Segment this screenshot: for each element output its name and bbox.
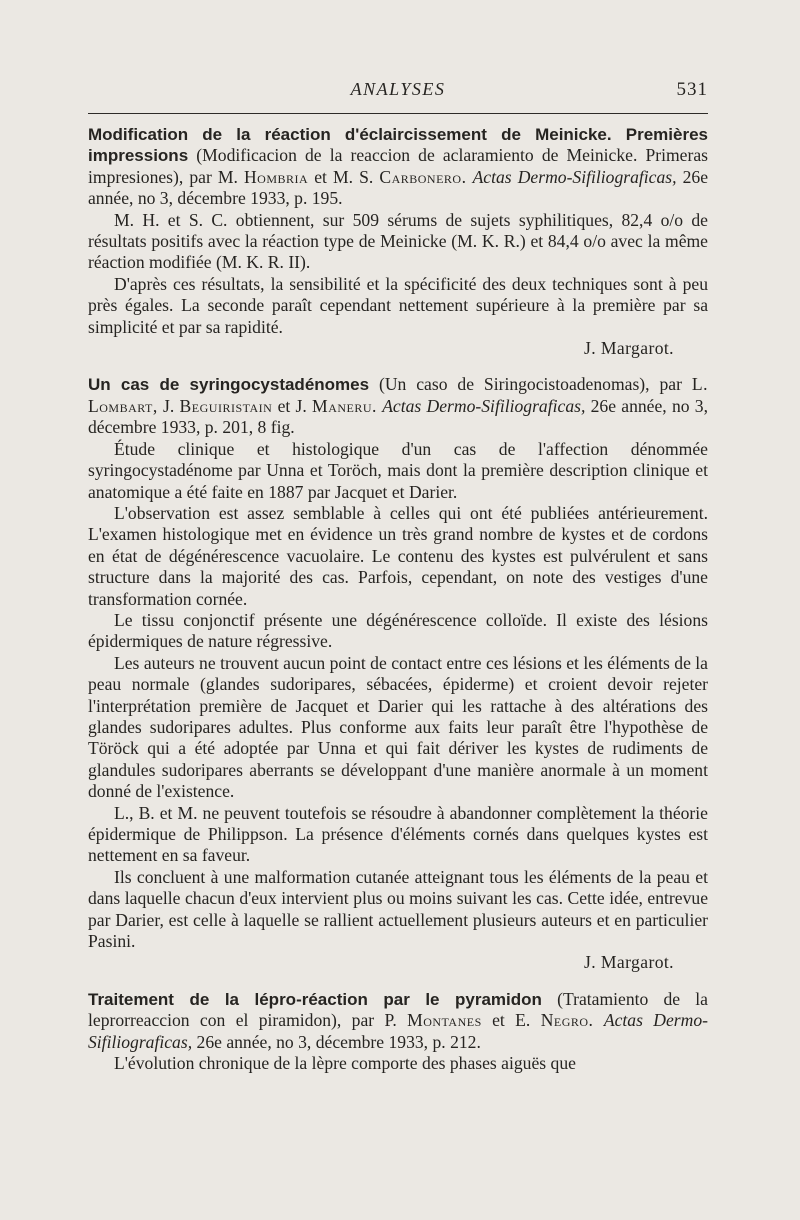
signature: J. Margarot.	[584, 952, 674, 973]
article-title: Modification de la réaction d'éclaircissement de Meinicke. Premières impressions	[88, 125, 708, 166]
author-separator: et E.	[492, 1010, 531, 1031]
paragraph: Étude clinique et histologique d'un cas de l'affection dénommée syringocystadénome par Unna et Toröch, mais dont la première description clinique et anatomique a été faite en 1887 par Jacquet et Darier.	[88, 438, 708, 502]
paragraph: L., B. et M. ne peuvent toutefois se résoudre à abandonner complètement la théorie épidermique de Philippson. La présence d'éléments cornés dans quelques kystes est nettement en sa faveur.	[88, 802, 708, 866]
paragraph: D'après ces résultats, la sensibilité et la spécificité des deux techniques sont à peu près égales. La seconde paraît cependant nettement supérieure à la première par sa simplicité et par sa rapidité.	[88, 273, 708, 337]
article-syringocystadenomes	[88, 374, 708, 973]
journal-name: Actas Dermo-Sifiliograficas,	[88, 1010, 708, 1052]
author-name: Negro.	[540, 1010, 594, 1031]
header-rule	[88, 113, 708, 114]
author-name: Carbonero.	[379, 166, 467, 187]
author-name: Montanes	[407, 1010, 482, 1031]
article-heading	[88, 374, 708, 438]
author-name: Hombria	[243, 166, 309, 187]
page-body	[88, 124, 708, 1089]
article-title: Traitement de la lépro-réaction par le pyramidon	[88, 989, 542, 1009]
article-heading	[88, 989, 708, 1053]
paragraph: Les auteurs ne trouvent aucun point de contact entre ces lésions et les éléments de la peau normale (glandes sudoripares, sébacées, épiderme) et croient devoir rejeter l'interprétation première de Jacquet et Darier qui les rattache à des altérations des glandes sudoripares adultes. Plus conforme aux faits leur paraît être l'hypothèse de Töröck qui a été adoptée par Unna et qui fait dériver les kystes de rudiments de glandules sudoripares aberrants se développant d'une manière anormale à un moment donné de l'existence.	[88, 652, 708, 802]
citation: 26e année, no 3, décembre 1933, p. 201, 8 fig.	[88, 395, 709, 438]
article-title: Un cas de syringocystadénomes	[88, 375, 370, 395]
paragraph: Ils concluent à une malformation cutanée atteignant tous les éléments de la peau et dans laquelle chacun d'eux intervient plus ou moins suivant les cas. Cette idée, entrevue par Darier, est celle à laquelle se rallient actuellement plusieurs auteurs et en particulier Pasini.	[88, 866, 708, 952]
author-separator: et J.	[277, 395, 307, 416]
source-reference: (Tratamiento de la leprorreaccion con el piramidon), par P.	[88, 988, 708, 1031]
running-title: ANALYSES	[350, 79, 446, 99]
paragraph: Le tissu conjonctif présente une dégénérescence colloïde. Il existe des lésions épidermiques de nature régressive.	[88, 609, 708, 652]
author-name: Maneru.	[312, 395, 377, 416]
author-separator: J.	[163, 395, 175, 416]
article-heading	[88, 124, 708, 210]
article-lepro-reaction	[88, 989, 708, 1075]
citation: 26e année, no 3, décembre 1933, p. 212.	[196, 1031, 481, 1052]
signature: J. Margarot.	[584, 338, 674, 359]
journal-name: Actas Dermo-Sifiliograficas,	[382, 395, 586, 416]
paragraph: M. H. et S. C. obtiennent, sur 509 sérums de sujets syphilitiques, 82,4 o/o de résultats positifs avec la réaction type de Meinicke (M. K. R.) et 84,4 o/o avec la même réaction modifiée (M. K. R. II).	[88, 209, 708, 273]
article-meinicke	[88, 124, 708, 359]
paragraph: L'observation est assez semblable à celles qui ont été publiées antérieurement. L'examen histologique met en évidence un très grand nombre de kystes et de cordons en état de dégénérescence vacuolaire. Le contenu des kystes est pulvérulent et sans structure dans la majorité des cas. Parfois, cependant, on note des vestiges d'une transformation cornée.	[88, 502, 708, 609]
source-reference: (Modificacion de la reaccion de aclaramiento de Meinicke. Primeras impresiones), par M.	[88, 145, 708, 187]
page-header	[88, 79, 708, 105]
paragraph: L'évolution chronique de la lèpre comporte des phases aiguës que	[114, 1053, 576, 1074]
author-name: Beguiristain	[179, 395, 273, 416]
citation: 26e année, no 3, décembre 1933, p. 195.	[88, 166, 708, 209]
author-name: L. Lombart,	[88, 374, 708, 416]
author-separator: et M. S.	[314, 166, 374, 187]
page-number: 531	[676, 79, 708, 100]
source-reference: (Un caso de Siringocistoadenomas), par	[378, 374, 682, 395]
journal-name: Actas Dermo-Sifiliograficas,	[472, 166, 677, 187]
